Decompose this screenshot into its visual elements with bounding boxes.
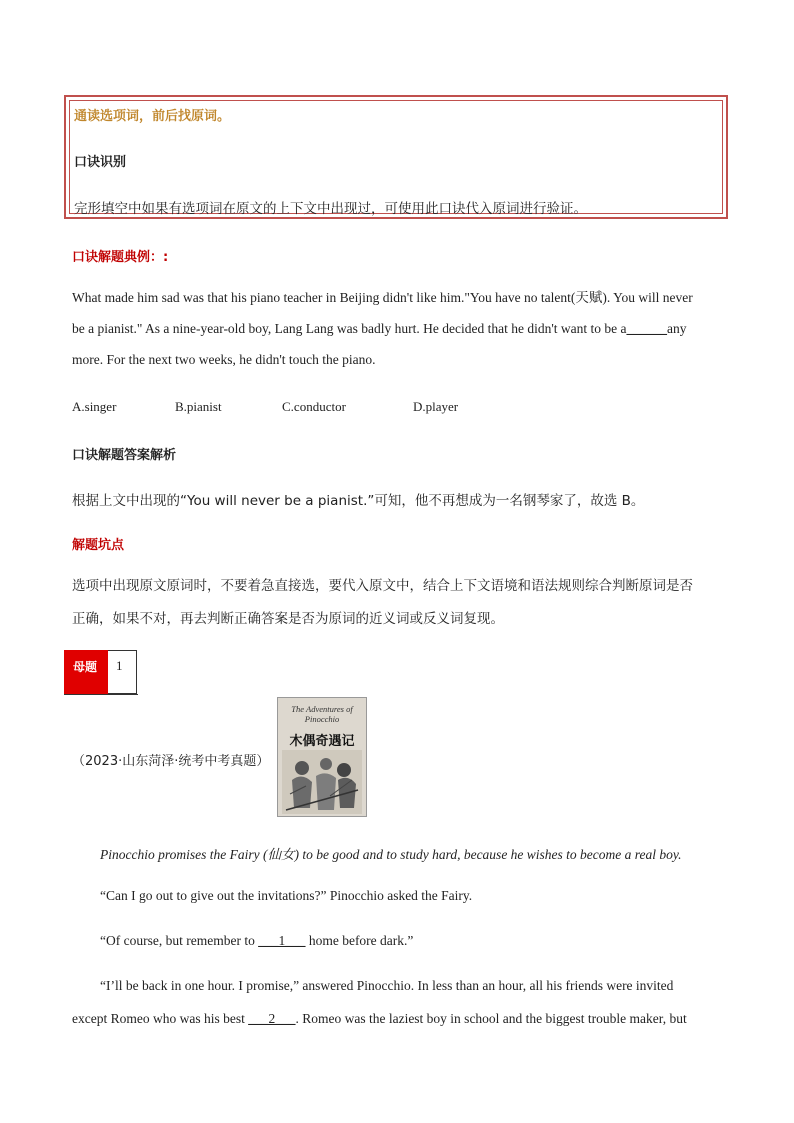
blank-1: ___1___ (258, 933, 306, 948)
passage-p3-line2-text: except Romeo who was his best (72, 1011, 249, 1026)
passage-p3-line1: “I’ll be back in one hour. I promise,” answered Pinocchio. In less than an hour, all his friends were invited (100, 978, 674, 993)
tip-box (64, 95, 728, 219)
identify-label: 口诀识别 (74, 155, 127, 170)
pitfall-line-1: 选项中出现原文原词时，不要着急直接选，要代入原文中，结合上下文语境和语法规则综合判断原词是否 (72, 578, 693, 594)
badge-underline (64, 694, 138, 695)
question-badge (64, 650, 108, 694)
book-title-zh: 木偶奇遇记 (289, 734, 355, 749)
pitfall-line-2: 正确，如果不对，再去判断正确答案是否为原词的近义词或反义词复现。 (72, 611, 504, 627)
passage-p2-text: “Of course, but remember to (100, 933, 259, 948)
question-number-box (108, 650, 137, 694)
example-passage (72, 282, 724, 375)
blank-2: ___2___ (248, 1011, 296, 1026)
book-title-en: The Adventures of Pinocchio (291, 704, 353, 724)
pitfall-text (72, 570, 693, 636)
tip-title: 通读选项词，前后找原词。 (74, 109, 231, 124)
passage-p3-line2 (72, 1011, 687, 1027)
book-cover-image (277, 697, 367, 817)
example-line-2-end: any (667, 321, 687, 336)
passage-p2 (100, 933, 413, 949)
pitfall-heading: 解题坑点 (72, 538, 125, 553)
example-line-2 (72, 313, 724, 344)
example-line-2-text: be a pianist." As a nine-year-old boy, Lang Lang was badly hurt. He decided that he didn't want to be a (72, 321, 627, 336)
badge-label: 母题 (73, 660, 98, 674)
option-a: A.singer (72, 399, 117, 414)
passage-p1: “Can I go out to give out the invitations?” Pinocchio asked the Fairy. (100, 888, 473, 903)
analysis-heading: 口诀解题答案解析 (72, 448, 177, 463)
analysis-text: 根据上文中出现的“You will never be a pianist.”可知，他不再想成为一名钢琴家了，故选 B。 (72, 493, 645, 509)
option-b: B.pianist (175, 399, 222, 414)
example-heading: 口诀解题典例：: (72, 250, 169, 265)
example-line-3: more. For the next two weeks, he didn't touch the piano. (72, 352, 376, 367)
option-c: C.conductor (282, 399, 346, 414)
identify-text: 完形填空中如果有选项词在原文的上下文中出现过，可使用此口诀代入原词进行验证。 (74, 201, 587, 217)
question-source: （2023·山东菏泽·统考中考真题） (72, 754, 270, 769)
book-illustration (282, 750, 362, 814)
question-number: 1 (116, 658, 123, 673)
passage-p2-end: home before dark.” (305, 933, 414, 948)
passage-p3-line2-end: . Romeo was the laziest boy in school and the biggest trouble maker, but (295, 1011, 687, 1026)
example-line-1: What made him sad was that his piano teacher in Beijing didn't like him."You have no talent(天赋). You will never (72, 290, 693, 305)
passage-intro: Pinocchio promises the Fairy (仙女) to be good and to study hard, because he wishes to become a real boy. (100, 847, 682, 862)
example-blank: ______ (626, 321, 668, 336)
option-d: D.player (413, 399, 459, 414)
